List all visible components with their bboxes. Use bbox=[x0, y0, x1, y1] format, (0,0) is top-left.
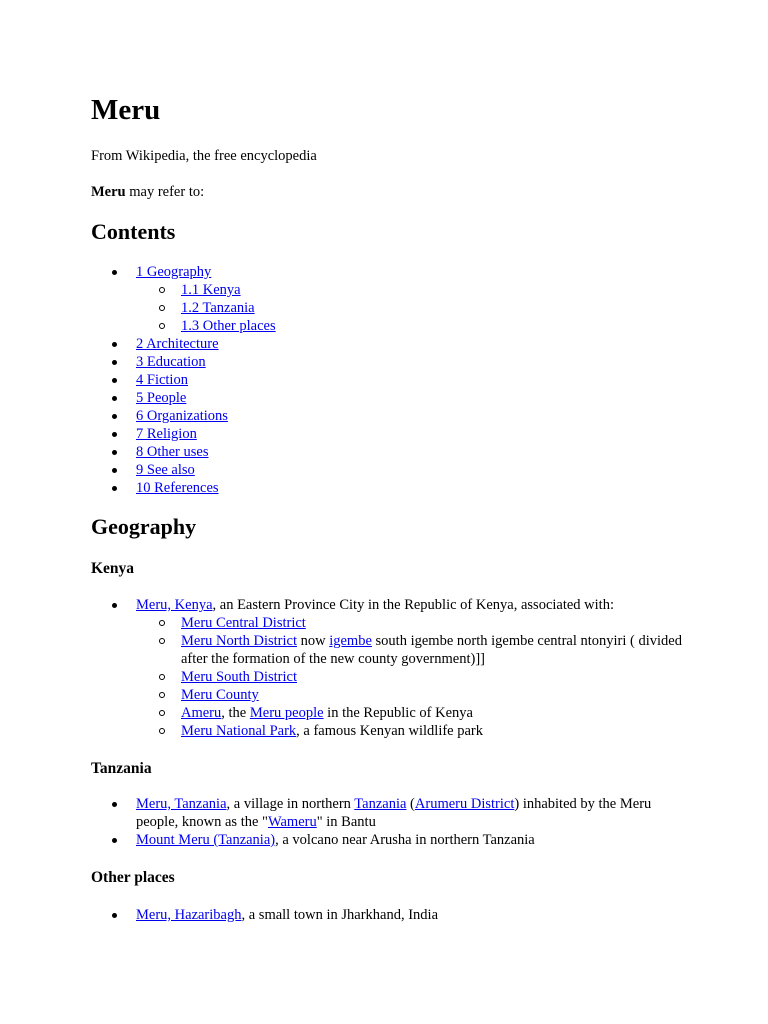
circle-bullet-icon bbox=[159, 638, 165, 644]
toc-link-religion[interactable]: 7 Religion bbox=[136, 426, 197, 442]
list-subitem bbox=[136, 668, 682, 686]
kenya-list bbox=[112, 596, 682, 740]
meru-tanzania-link[interactable]: Meru, Tanzania bbox=[136, 796, 227, 812]
toc-link-people[interactable]: 5 People bbox=[136, 390, 187, 406]
toc-item bbox=[112, 425, 682, 443]
bullet-icon bbox=[112, 486, 117, 491]
tanzania-list bbox=[112, 795, 682, 849]
bullet-icon bbox=[112, 270, 117, 275]
tanzania-link[interactable]: Tanzania bbox=[354, 796, 407, 812]
circle-bullet-icon bbox=[159, 710, 165, 716]
circle-bullet-icon bbox=[159, 305, 165, 311]
bullet-icon bbox=[112, 838, 117, 843]
list-subitem bbox=[136, 704, 682, 722]
list-item-text: , a volcano near Arusha in northern Tanzania bbox=[275, 832, 535, 848]
tagline: From Wikipedia, the free encyclopedia bbox=[91, 148, 317, 164]
meru-people-link[interactable]: Meru people bbox=[249, 705, 324, 721]
toc-subitem bbox=[136, 299, 682, 317]
tanzania-heading: Tanzania bbox=[91, 760, 152, 777]
toc-link-architecture[interactable]: 2 Architecture bbox=[136, 336, 219, 352]
circle-bullet-icon bbox=[159, 728, 165, 734]
bullet-icon bbox=[112, 603, 117, 608]
ameru-link[interactable]: Ameru bbox=[181, 705, 222, 721]
meru-north-district-link[interactable]: Meru North District bbox=[181, 633, 297, 649]
bullet-icon bbox=[112, 342, 117, 347]
list-item-text: , a village in northern bbox=[226, 796, 355, 812]
toc-link-organizations[interactable]: 6 Organizations bbox=[136, 408, 228, 424]
circle-bullet-icon bbox=[159, 692, 165, 698]
toc-item bbox=[112, 407, 682, 425]
toc-link-see-also[interactable]: 9 See also bbox=[136, 462, 195, 478]
toc-link-fiction[interactable]: 4 Fiction bbox=[136, 372, 188, 388]
toc-item bbox=[112, 353, 682, 371]
intro-bold-term: Meru bbox=[91, 184, 126, 200]
bullet-icon bbox=[112, 450, 117, 455]
arumeru-district-link[interactable]: Arumeru District bbox=[414, 796, 515, 812]
circle-bullet-icon bbox=[159, 674, 165, 680]
list-subitem bbox=[136, 722, 682, 740]
meru-national-park-link[interactable]: Meru National Park bbox=[181, 723, 297, 739]
page-title: Meru bbox=[91, 94, 161, 126]
toc-item bbox=[112, 461, 682, 479]
circle-bullet-icon bbox=[159, 620, 165, 626]
intro-text: may refer to: bbox=[125, 184, 205, 200]
list-item bbox=[112, 596, 682, 740]
list-item-text: ( bbox=[406, 796, 415, 812]
toc-link-references[interactable]: 10 References bbox=[136, 480, 219, 496]
list-item-text: in the Republic of Kenya bbox=[323, 705, 473, 721]
list-item-text: , a small town in Jharkhand, India bbox=[241, 907, 438, 923]
toc-subitem bbox=[136, 281, 682, 299]
bullet-icon bbox=[112, 396, 117, 401]
list-item bbox=[112, 906, 682, 924]
meru-county-link[interactable]: Meru County bbox=[181, 687, 259, 703]
list-subitem bbox=[136, 686, 682, 704]
mount-meru-link[interactable]: Mount Meru (Tanzania) bbox=[136, 832, 276, 848]
intro-paragraph bbox=[91, 183, 204, 201]
list-subitem bbox=[136, 614, 682, 632]
kenya-heading: Kenya bbox=[91, 560, 135, 577]
toc-link-education[interactable]: 3 Education bbox=[136, 354, 206, 370]
wameru-link[interactable]: Wameru bbox=[267, 814, 317, 830]
other-places-heading: Other places bbox=[91, 869, 175, 886]
toc-link-other-uses[interactable]: 8 Other uses bbox=[136, 444, 209, 460]
kenya-sublist bbox=[136, 614, 682, 740]
toc-link-geography[interactable]: 1 Geography bbox=[136, 264, 212, 280]
list-subitem bbox=[136, 632, 682, 668]
list-item-text: , the bbox=[221, 705, 250, 721]
list-item-text: ) inhabited by the Meru people, known as the " bbox=[136, 796, 652, 830]
contents-heading: Contents bbox=[91, 219, 176, 244]
circle-bullet-icon bbox=[159, 323, 165, 329]
table-of-contents bbox=[112, 263, 682, 497]
list-item bbox=[112, 795, 682, 831]
bullet-icon bbox=[112, 432, 117, 437]
meru-south-district-link[interactable]: Meru South District bbox=[181, 669, 297, 685]
bullet-icon bbox=[112, 360, 117, 365]
toc-link-tanzania[interactable]: 1.2 Tanzania bbox=[181, 300, 255, 316]
bullet-icon bbox=[112, 378, 117, 383]
list-item-text: , an Eastern Province City in the Republic of Kenya, associated with: bbox=[212, 597, 614, 613]
other-places-list bbox=[112, 906, 682, 924]
meru-kenya-link[interactable]: Meru, Kenya bbox=[136, 597, 213, 613]
bullet-icon bbox=[112, 414, 117, 419]
toc-item bbox=[112, 443, 682, 461]
meru-hazaribagh-link[interactable]: Meru, Hazaribagh bbox=[136, 907, 242, 923]
toc-item bbox=[112, 263, 682, 335]
bullet-icon bbox=[112, 468, 117, 473]
list-item-text: , a famous Kenyan wildlife park bbox=[296, 723, 484, 739]
igembe-link[interactable]: igembe bbox=[329, 633, 372, 649]
list-item bbox=[112, 831, 682, 849]
list-item-text: " in Bantu bbox=[316, 814, 376, 830]
toc-item bbox=[112, 371, 682, 389]
toc-item bbox=[112, 389, 682, 407]
toc-item bbox=[112, 335, 682, 353]
geography-heading: Geography bbox=[91, 514, 197, 539]
circle-bullet-icon bbox=[159, 287, 165, 293]
bullet-icon bbox=[112, 913, 117, 918]
toc-subitem bbox=[136, 317, 682, 335]
list-item-text: now bbox=[296, 633, 330, 649]
toc-sublist bbox=[136, 281, 682, 335]
meru-central-district-link[interactable]: Meru Central District bbox=[181, 615, 306, 631]
bullet-icon bbox=[112, 802, 117, 807]
list-item-text: south igembe north igembe central ntonyiri ( divided after the formation of the new county government)]] bbox=[181, 633, 682, 667]
toc-item bbox=[112, 479, 682, 497]
toc-link-kenya[interactable]: 1.1 Kenya bbox=[181, 282, 241, 298]
toc-link-other-places[interactable]: 1.3 Other places bbox=[181, 318, 276, 334]
